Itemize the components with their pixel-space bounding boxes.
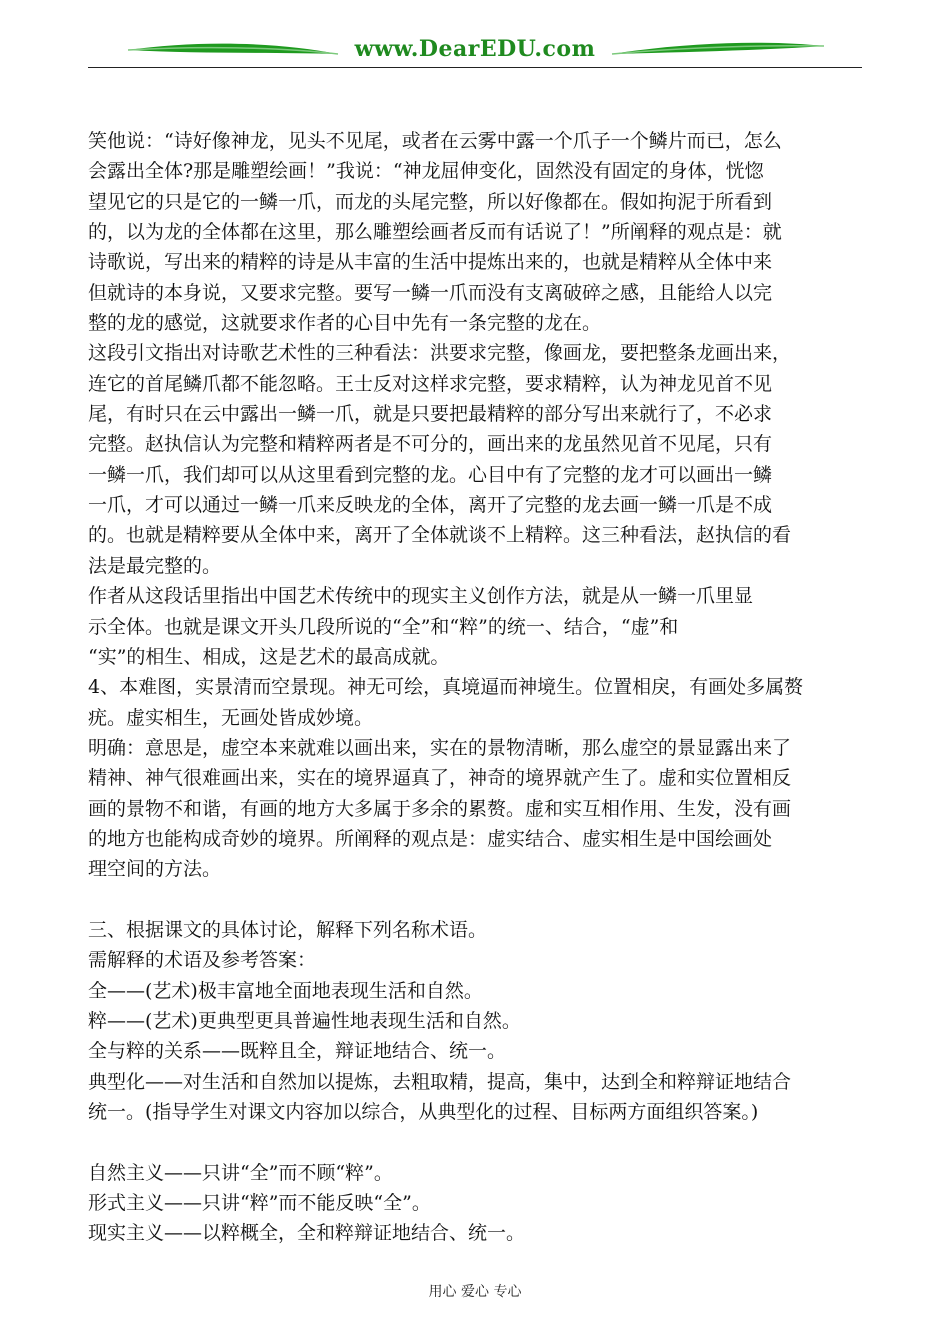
text-line: 连它的首尾鳞爪都不能忽略。王士反对这样求完整，要求精粹，认为神龙见首不见: [88, 372, 773, 395]
text-line: 精神、神气很难画出来，实在的境界逼真了，神奇的境界就产生了。虚和实位置相反: [88, 767, 792, 790]
section-heading: 三、根据课文的具体讨论，解释下列名称术语。: [88, 918, 488, 941]
text-line: 尾，有时只在云中露出一鳞一爪，就是只要把最精粹的部分写出来就行了，不必求: [88, 403, 773, 426]
term-definition: 全与粹的关系——既粹且全，辩证地结合、统一。: [88, 1040, 507, 1063]
text-line: 会露出全体?那是雕塑绘画！”我说：“神龙屈伸变化，固然没有固定的身体，恍惚: [88, 160, 764, 183]
text-line: 统一。(指导学生对课文内容加以综合，从典型化的过程、目标两方面组织答案。): [88, 1101, 759, 1123]
text-line: 的地方也能构成奇妙的境界。所阐释的观点是：虚实结合、虚实相生是中国绘画处: [88, 827, 773, 850]
term-definition: 全——(艺术)极丰富地全面地表现生活和自然。: [88, 979, 483, 1002]
document-body: [88, 126, 868, 1249]
header-divider: [88, 67, 862, 68]
text-line: 诗歌说，写出来的精粹的诗是从丰富的生活中提炼出来的，也就是精粹从全体中来: [88, 251, 773, 274]
text-line: 需解释的术语及参考答案：: [88, 949, 317, 972]
text-line: 笑他说：“诗好像神龙，见头不见尾，或者在云雾中露一个爪子一个鳞片而已，怎么: [88, 130, 782, 152]
blank-line: [88, 885, 868, 915]
term-definition: 现实主义——以粹概全，全和粹辩证地结合、统一。: [88, 1222, 526, 1245]
text-line: 的。也就是精粹要从全体中来，离开了全体就谈不上精粹。这三种看法，赵执信的看: [88, 524, 792, 547]
text-line: 整的龙的感觉，这就要求作者的心目中先有一条完整的龙在。: [88, 312, 602, 335]
text-line: 一爪，才可以通过一鳞一爪来反映龙的全体，离开了完整的龙去画一鳞一爪是不成: [88, 494, 773, 517]
text-line: 画的景物不和谐，有画的地方大多属于多余的累赘。虚和实互相作用、生发，没有画: [88, 797, 792, 820]
text-line: 一鳞一爪，我们却可以从这里看到完整的龙。心目中有了完整的龙才可以画出一鳞: [88, 463, 773, 486]
text-line: 示全体。也就是课文开头几段所说的“全”和“粹”的统一、结合，“虚”和: [88, 615, 679, 638]
text-line: 法是最完整的。: [88, 554, 222, 577]
text-line: “实”的相生、相成，这是艺术的最高成就。: [88, 645, 450, 668]
term-definition: 典型化——对生活和自然加以提炼，去粗取精，提高，集中，达到全和粹辩证地结合: [88, 1070, 792, 1093]
text-line: 望见它的只是它的一鳞一爪，而龙的头尾完整，所以好像都在。假如拘泥于所看到: [88, 190, 773, 213]
term-definition: 自然主义——只讲“全”而不顾“粹”。: [88, 1161, 393, 1184]
text-line: 明确：意思是，虚空本来就难以画出来，实在的景物清晰，那么虚空的景显露出来了: [88, 736, 792, 759]
text-line: 但就诗的本身说，又要求完整。要写一鳞一爪而没有支离破碎之感，且能给人以完: [88, 281, 773, 304]
text-line: 作者从这段话里指出中国艺术传统中的现实主义创作方法，就是从一鳞一爪里显: [88, 585, 754, 608]
term-definition: 粹——(艺术)更典型更具普遍性地表现生活和自然。: [88, 1009, 521, 1032]
text-line: 理空间的方法。: [88, 858, 222, 881]
page-header: [88, 30, 862, 72]
site-name[interactable]: www.DearEDU.com: [354, 36, 596, 62]
text-line: 这段引文指出对诗歌艺术性的三种看法：洪要求完整，像画龙，要把整条龙画出来，: [88, 342, 792, 365]
text-line: 的，以为龙的全体都在这里，那么雕塑绘画者反而有话说了！”所阐释的观点是：就: [88, 221, 782, 244]
text-line: 4、本难图，实景清而空景现。神无可绘，真境逼而神境生。位置相戾，有画处多属赘: [88, 676, 804, 699]
text-line: 完整。赵执信认为完整和精粹两者是不可分的，画出来的龙虽然见首不见尾，只有: [88, 433, 773, 456]
text-line: 疣。虚实相生，无画处皆成妙境。: [88, 706, 374, 729]
term-definition: 形式主义——只讲“粹”而不能反映“全”。: [88, 1192, 431, 1215]
page-footer: 用心 爱心 专心: [428, 1284, 522, 1300]
blank-line: [88, 1127, 868, 1157]
